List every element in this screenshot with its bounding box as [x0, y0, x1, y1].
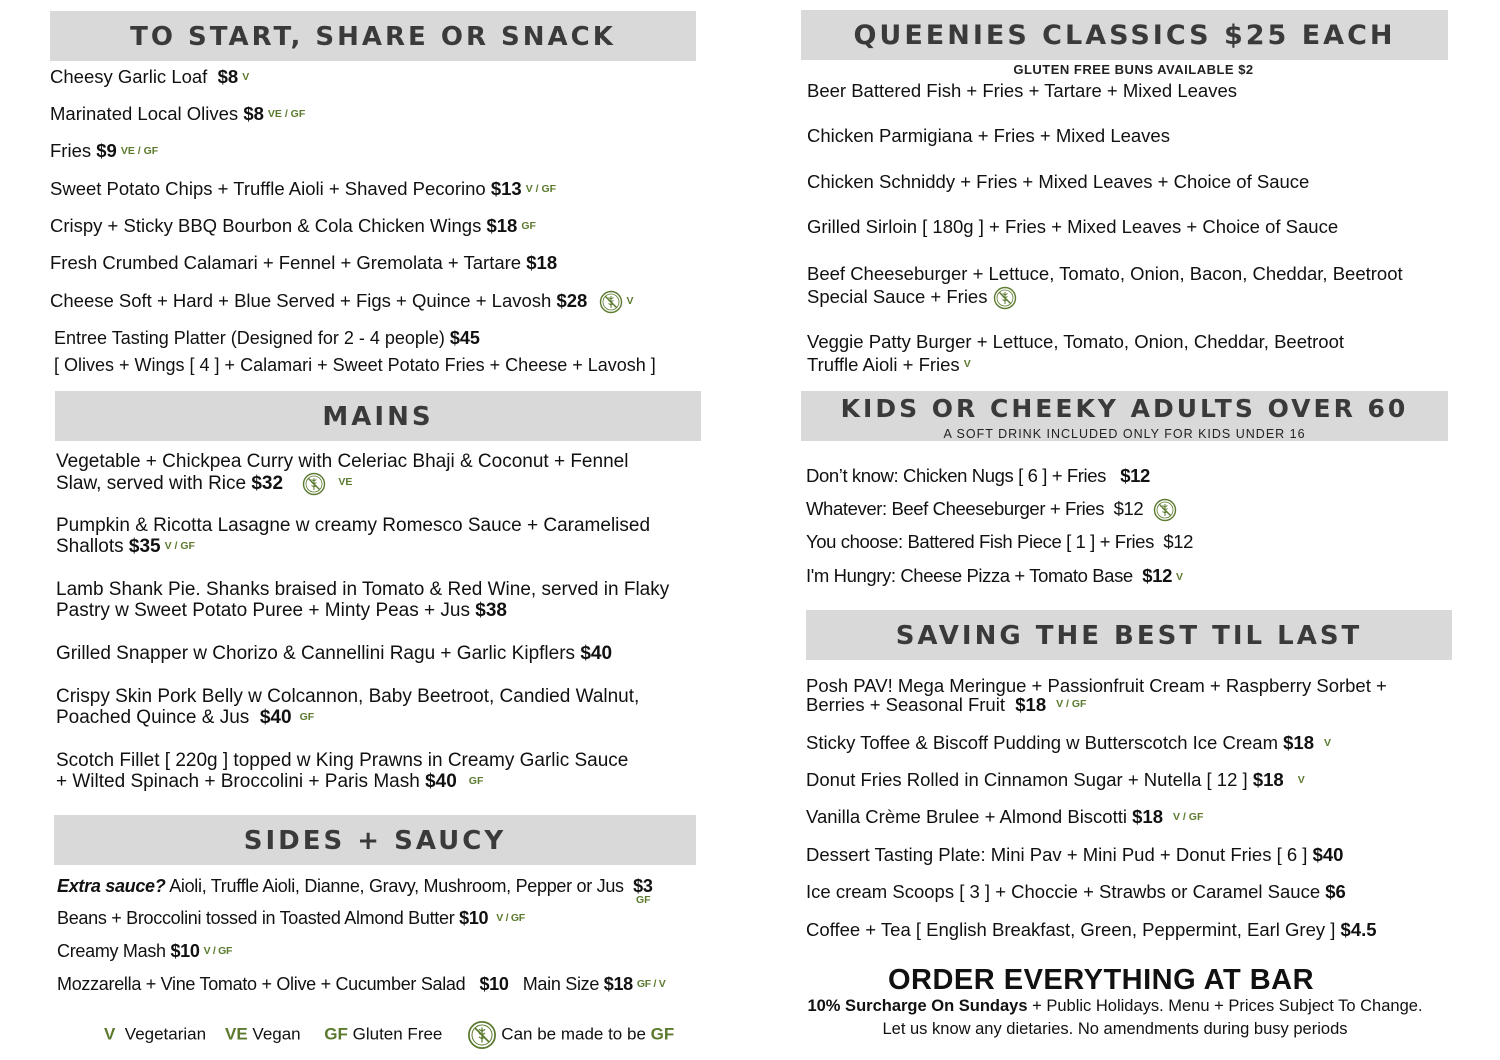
menu-item: Sweet Potato Chips + Truffle Aioli + Shaved Pecorino $13 $^{V / GF}$	[50, 178, 557, 199]
order-at-bar-heading: ORDER EVERYTHING AT BAR	[887, 964, 1315, 996]
section-title-start: TO START, SHARE OR SNACK	[50, 11, 696, 61]
gluten-free-icon	[993, 286, 1017, 310]
section-title-classics: QUEENIES CLASSICS $25 EACH	[801, 10, 1448, 60]
menu-item: Coffee + Tea [ English Breakfast, Green, Peppermint, Earl Grey ] $4.5	[806, 919, 1377, 940]
sauce-tag: GF	[636, 894, 651, 906]
menu-item: Grilled Snapper w Chorizo & Cannellini Ragu + Garlic Kipflers $40	[56, 643, 613, 664]
menu-item: Sticky Toffee & Biscoff Pudding w Butterscotch Ice Cream $18 $^V$	[806, 732, 1332, 753]
menu-item: Ice cream Scoops [ 3 ] + Choccie + Strawbs or Caramel Sauce $6	[806, 881, 1346, 902]
gluten-free-icon	[467, 1020, 497, 1050]
menu-item: Grilled Sirloin [ 180g ] + Fries + Mixed Leaves + Choice of Sauce	[807, 216, 1339, 237]
gluten-free-icon	[302, 472, 326, 496]
kids-note: A SOFT DRINK INCLUDED ONLY FOR KIDS UNDER 16	[943, 427, 1306, 441]
section-title-kids: KIDS OR CHEEKY ADULTS OVER 60	[801, 391, 1448, 441]
menu-item: Cheese Soft + Hard + Blue Served + Figs + Quince + Lavosh $28 $^V$	[50, 290, 634, 314]
menu-item: Creamy Mash $10 $^{V / GF}$	[57, 941, 233, 961]
menu-item: Chicken Schniddy + Fries + Mixed Leaves + Choice of Sauce	[807, 171, 1310, 192]
section-title-sides: SIDES + SAUCY	[54, 815, 696, 865]
menu-item: Marinated Local Olives $8 $^{VE / GF}$	[50, 103, 306, 124]
gluten-free-icon	[599, 290, 623, 314]
menu-item: Lamb Shank Pie. Shanks braised in Tomato & Red Wine, served in Flaky Pastry w Sweet Potato Puree + Minty Peas + Jus $38	[56, 579, 670, 621]
menu-item: Beer Battered Fish + Fries + Tartare + Mixed Leaves	[807, 80, 1237, 101]
menu-item: Whatever: Beef Cheeseburger + Fries $12	[806, 498, 1177, 522]
menu-item: Cheesy Garlic Loaf $8 $^V$	[50, 66, 250, 87]
surcharge-note: 10% Surcharge On Sundays + Public Holidays. Menu + Prices Subject To Change.	[807, 997, 1423, 1015]
menu-item: Beans + Broccolini tossed in Toasted Almond Butter $10 $^{V / GF}$	[57, 908, 525, 928]
section-title-mains: MAINS	[55, 391, 701, 441]
menu-item: Posh PAV! Mega Meringue + Passionfruit Cream + Raspberry Sorbet + Berries + Seasonal Fruit $18 $^{V / GF}$	[806, 675, 1387, 715]
menu-item: I'm Hungry: Cheese Pizza + Tomato Base $12 V	[806, 565, 1183, 586]
gluten-free-icon	[1153, 498, 1177, 522]
menu-item: Crispy Skin Pork Belly w Colcannon, Baby Beetroot, Candied Walnut, Poached Quince & Jus $40 $^{GF}$	[56, 686, 640, 728]
menu-item: Vanilla Crème Brulee + Almond Biscotti $18 $^{V / GF}$	[806, 806, 1204, 827]
menu-item: Vegetable + Chickpea Curry with Celeriac Bhaji & Coconut + Fennel Slaw, served with Rice $32 $^{VE}$	[56, 451, 629, 495]
dietary-note: Let us know any dietaries. No amendments during busy periods	[882, 1020, 1348, 1038]
menu-item: Donut Fries Rolled in Cinnamon Sugar + Nutella [ 12 ] $18 $^V$	[806, 769, 1305, 790]
menu-item: Veggie Patty Burger + Lettuce, Tomato, Onion, Cheddar, Beetroot Truffle Aioli + Fries $^V$	[807, 331, 1345, 375]
platter-contents: [ Olives + Wings [ 4 ] + Calamari + Sweet Potato Fries + Cheese + Lavosh ]	[54, 355, 656, 375]
menu-item: Don’t know: Chicken Nugs [ 6 ] + Fries $12	[806, 465, 1150, 486]
sauce-line: Extra sauce? Aioli, Truffle Aioli, Dianne, Gravy, Mushroom, Pepper or Jus $3	[57, 876, 653, 896]
section-title-dessert: SAVING THE BEST TIL LAST	[806, 610, 1452, 660]
classics-note: GLUTEN FREE BUNS AVAILABLE $2	[1013, 62, 1254, 77]
menu-item: Pumpkin & Ricotta Lasagne w creamy Romesco Sauce + Caramelised Shallots $35 $^{V / GF}$	[56, 515, 651, 557]
menu-item: Fries $9 $^{VE / GF}$	[50, 140, 159, 161]
menu-item: Dessert Tasting Plate: Mini Pav + Mini Pud + Donut Fries [ 6 ] $40	[806, 844, 1344, 865]
menu-item: Scotch Fillet [ 220g ] topped w King Prawns in Creamy Garlic Sauce + Wilted Spinach + Broccolini + Paris Mash $40 $^{GF}$	[56, 750, 629, 792]
menu-item: Crispy + Sticky BBQ Bourbon & Cola Chicken Wings $18 $^{GF}$	[50, 215, 536, 236]
dietary-legend: V Vegetarian VE Vegan GF Gluten Free Can be made to be GF	[104, 1020, 674, 1050]
menu-item: Beef Cheeseburger + Lettuce, Tomato, Onion, Bacon, Cheddar, Beetroot Special Sauce + Fries	[807, 262, 1403, 310]
menu-item: You choose: Battered Fish Piece [ 1 ] + Fries $12	[806, 531, 1194, 552]
menu-item: Mozzarella + Vine Tomato + Olive + Cucumber Salad $10 Main Size $18 $^{GF / V}$	[57, 974, 666, 994]
platter-line: Entree Tasting Platter (Designed for 2 - 4 people) $45	[54, 328, 480, 348]
menu-item: Chicken Parmigiana + Fries + Mixed Leaves	[807, 125, 1170, 146]
menu-item: Fresh Crumbed Calamari + Fennel + Gremolata + Tartare $18	[50, 252, 558, 273]
